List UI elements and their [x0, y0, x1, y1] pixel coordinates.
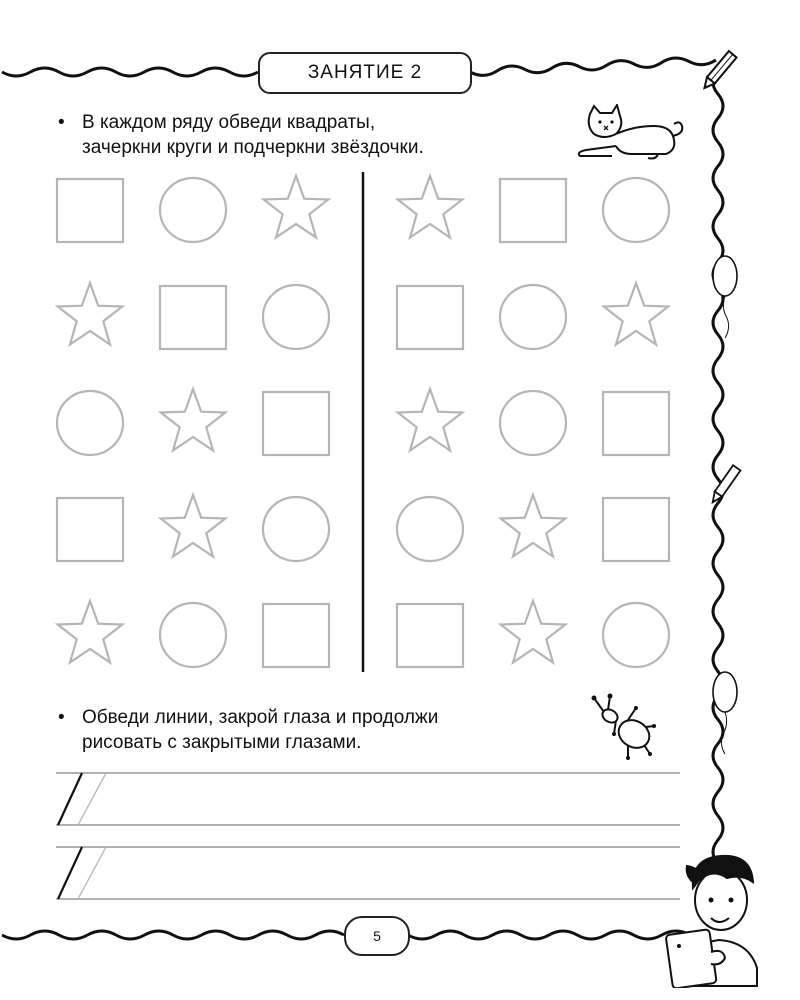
circle-shape [500, 285, 566, 349]
square-shape [263, 392, 329, 455]
instruction-line: В каждом ряду обведи квадраты, [82, 112, 376, 133]
circle-shape [500, 391, 566, 455]
square-shape [263, 604, 329, 667]
shape-grid-left [40, 165, 340, 675]
star-shape [604, 283, 669, 345]
circle-shape [263, 497, 329, 561]
star-shape [501, 495, 566, 557]
pencil-icon [704, 462, 744, 512]
instruction-line: Обведи линии, закрой глаза и продолжи [82, 707, 439, 728]
star-shape [501, 601, 566, 663]
square-shape [57, 498, 123, 561]
star-shape [398, 176, 463, 238]
star-shape [264, 176, 329, 238]
bullet: • [58, 112, 65, 133]
instruction-line: рисовать с закрытыми глазами. [82, 732, 362, 753]
tracing-lines [48, 765, 698, 915]
star-shape [161, 389, 226, 451]
cat-drawing [572, 104, 692, 164]
square-shape [603, 392, 669, 455]
bullet: • [58, 707, 65, 728]
star-shape [58, 601, 123, 663]
boy-with-tablet-drawing [665, 848, 775, 988]
page-number: 5 [344, 916, 410, 956]
lesson-title: ЗАНЯТИЕ 2 [258, 52, 472, 94]
circle-shape [603, 178, 669, 242]
pencil-icon [700, 46, 740, 96]
beetle-drawing [584, 690, 674, 770]
circle-shape [263, 285, 329, 349]
grid-divider-line [360, 172, 366, 672]
circle-shape [57, 391, 123, 455]
star-shape [58, 283, 123, 345]
circle-shape [160, 178, 226, 242]
square-shape [500, 179, 566, 242]
balloon-icon [705, 668, 745, 758]
circle-shape [160, 603, 226, 667]
square-shape [397, 286, 463, 349]
shape-grid-right [380, 165, 680, 675]
square-shape [160, 286, 226, 349]
circle-shape [397, 497, 463, 561]
square-shape [57, 179, 123, 242]
circle-shape [603, 603, 669, 667]
balloon-icon [705, 252, 745, 342]
instruction-line: зачеркни круги и подчеркни звёздочки. [82, 137, 424, 158]
square-shape [603, 498, 669, 561]
star-shape [161, 495, 226, 557]
star-shape [398, 389, 463, 451]
square-shape [397, 604, 463, 667]
